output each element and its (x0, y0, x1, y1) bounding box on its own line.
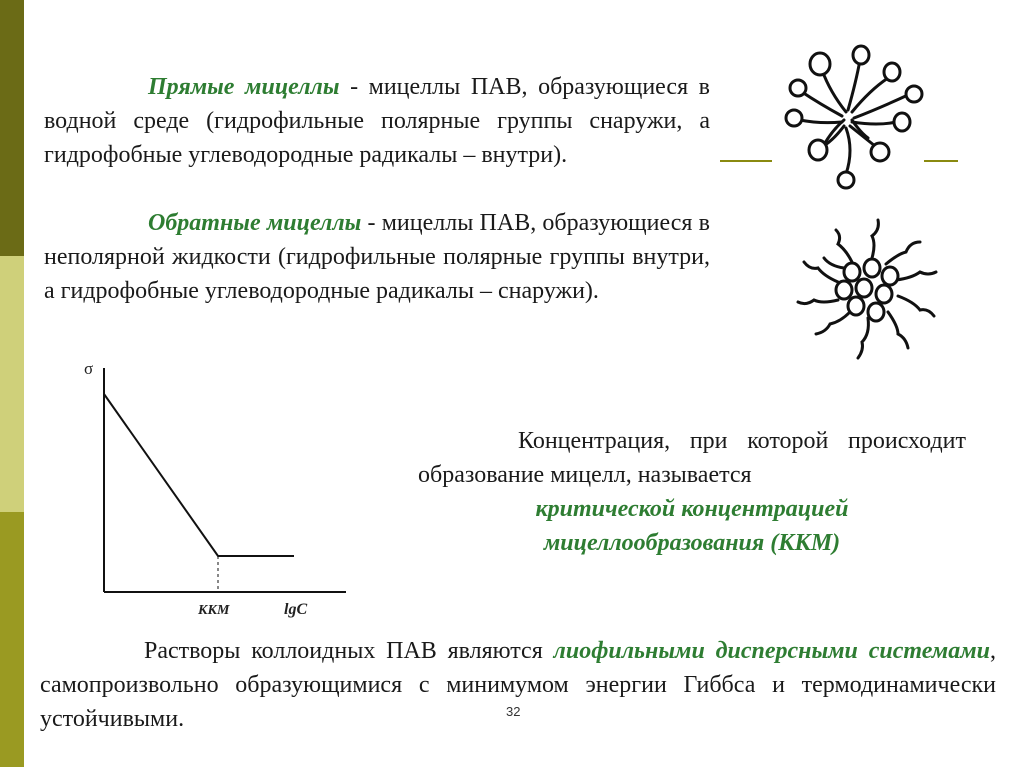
graph-curve (104, 394, 294, 556)
sidebar-stripe-middle (0, 256, 24, 512)
sidebar-stripe-top (0, 0, 24, 256)
bottom-text-after: , самопроизвольно образующимися с минимумом энергии Гиббса и термодинамически устойчивыми. (40, 638, 996, 732)
reverse-micelles-paragraph (44, 206, 710, 308)
graph-y-label: σ (84, 359, 94, 378)
graph-x-label: lgC (284, 601, 308, 618)
cmc-definition-text: Концентрация, при которой происходит образование мицелл, называется (418, 428, 966, 488)
reverse-micelle-diagram (780, 212, 950, 372)
graph-cmc-label: ККМ (198, 603, 230, 618)
cmc-term-line1: критической концентрацией (535, 496, 849, 522)
direct-micelles-paragraph (44, 70, 710, 172)
sidebar-stripe-bottom (0, 512, 24, 767)
bottom-text-before: Растворы коллоидных ПАВ являются (144, 638, 554, 664)
direct-micelles-text: - мицеллы ПАВ, образующиеся в водной среде (гидрофильные полярные группы снаружи, а гидрофобные углеводородные радикалы – внутри). (44, 74, 711, 168)
reverse-micelles-text: - мицеллы ПАВ, образующиеся в неполярной жидкости (гидрофильные полярные группы внутри, а гидрофобные углеводородные радикалы – снаружи). (44, 210, 710, 304)
cmc-definition-paragraph (418, 424, 966, 560)
surface-tension-graph (70, 350, 350, 620)
bottom-term: лиофильными дисперсными системами (553, 638, 990, 664)
reverse-micelles-term: Обратные мицеллы (148, 210, 362, 236)
direct-micelles-term: Прямые мицеллы (148, 74, 340, 100)
bottom-paragraph (40, 634, 996, 736)
page-number: 32 (506, 704, 521, 719)
direct-micelle-diagram (760, 42, 940, 192)
cmc-term-line2: мицеллообразования (ККМ) (543, 530, 841, 556)
